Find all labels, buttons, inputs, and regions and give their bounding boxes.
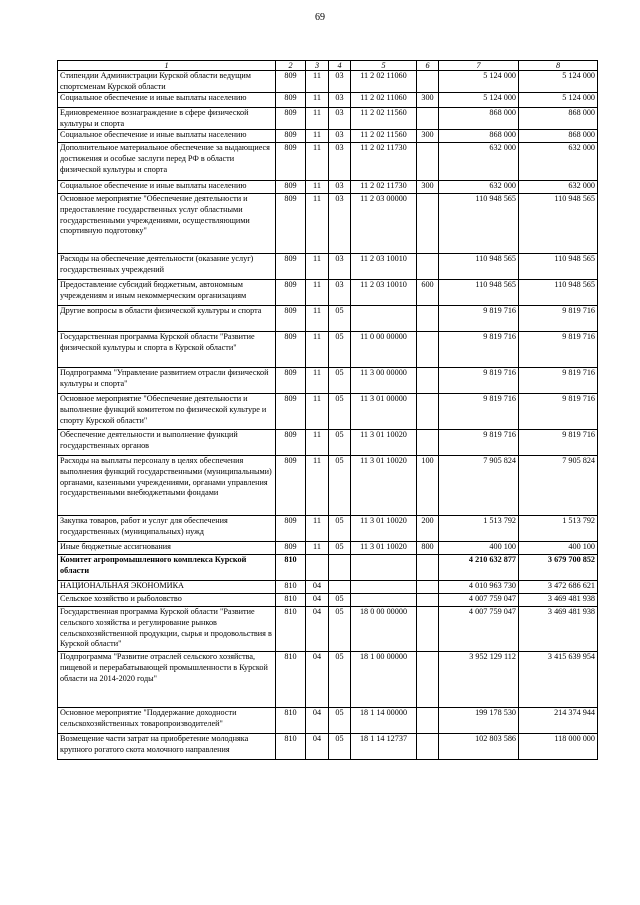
row-gr-cell: 809 — [276, 516, 306, 542]
row-name-cell: Закупка товаров, работ и услуг для обеспечения государственных (муниципальных) нужд — [58, 516, 276, 542]
row-amount-cell: 9 819 716 — [519, 394, 598, 430]
row-name-cell: Государственная программа Курской области "Развитие сельского хозяйства и регулирование рынков сельскохозяйственной продукции, сырья и продовольствия в Курской области" — [58, 607, 276, 652]
row-gr-cell: 809 — [276, 332, 306, 368]
row-vr-cell: 300 — [417, 93, 439, 108]
row-name-cell: Основное мероприятие "Обеспечение деятельности и выполнение функций комитетом по физической культуре и спорту Курской области" — [58, 394, 276, 430]
column-number: 4 — [329, 61, 351, 71]
row-amount-cell: 110 948 565 — [519, 254, 598, 280]
row-rz-cell: 04 — [306, 594, 329, 607]
row-name-cell: Обеспечение деятельности и выполнение функций государственных органов — [58, 430, 276, 456]
row-pr-cell — [329, 581, 351, 594]
row-csr-cell: 18 1 14 12737 — [351, 734, 417, 760]
table-row — [58, 607, 598, 652]
table-row — [58, 181, 598, 194]
column-number: 1 — [58, 61, 276, 71]
row-name-cell: Комитет агропромышленного комплекса Курской области — [58, 555, 276, 581]
row-amount-cell: 868 000 — [439, 108, 519, 130]
row-pr-cell: 03 — [329, 71, 351, 93]
row-amount-cell: 9 819 716 — [439, 394, 519, 430]
row-pr-cell: 03 — [329, 280, 351, 306]
row-amount-cell: 9 819 716 — [519, 306, 598, 332]
row-pr-cell: 05 — [329, 652, 351, 708]
row-name-cell: Подпрограмма "Управление развитием отрасли физической культуры и спорта" — [58, 368, 276, 394]
row-rz-cell: 11 — [306, 430, 329, 456]
row-amount-cell: 1 513 792 — [519, 516, 598, 542]
row-pr-cell: 03 — [329, 254, 351, 280]
row-rz-cell: 11 — [306, 394, 329, 430]
row-name-cell: Социальное обеспечение и иные выплаты населению — [58, 181, 276, 194]
row-amount-cell: 110 948 565 — [519, 280, 598, 306]
row-amount-cell: 4 210 632 877 — [439, 555, 519, 581]
row-amount-cell: 5 124 000 — [439, 71, 519, 93]
row-amount-cell: 110 948 565 — [519, 194, 598, 254]
budget-table — [57, 60, 598, 760]
row-rz-cell: 04 — [306, 607, 329, 652]
table-row — [58, 368, 598, 394]
row-rz-cell: 04 — [306, 581, 329, 594]
row-amount-cell: 400 100 — [519, 542, 598, 555]
page-number: 69 — [315, 12, 325, 23]
row-rz-cell: 11 — [306, 280, 329, 306]
row-csr-cell: 11 0 00 00000 — [351, 332, 417, 368]
row-vr-cell: 300 — [417, 181, 439, 194]
row-name-cell: Государственная программа Курской области "Развитие физической культуры и спорта в Курской области" — [58, 332, 276, 368]
row-name-cell: Расходы на обеспечение деятельности (оказание услуг) государственных учреждений — [58, 254, 276, 280]
table-row — [58, 652, 598, 708]
row-csr-cell: 11 2 03 10010 — [351, 254, 417, 280]
row-rz-cell: 11 — [306, 368, 329, 394]
column-number: 3 — [306, 61, 329, 71]
row-amount-cell: 5 124 000 — [439, 93, 519, 108]
row-vr-cell — [417, 581, 439, 594]
row-vr-cell — [417, 108, 439, 130]
row-amount-cell: 9 819 716 — [439, 430, 519, 456]
row-amount-cell: 9 819 716 — [439, 368, 519, 394]
row-vr-cell: 200 — [417, 516, 439, 542]
row-vr-cell — [417, 394, 439, 430]
row-pr-cell: 05 — [329, 332, 351, 368]
row-name-cell: Предоставление субсидий бюджетным, автономным учреждениям и иным некоммерческим организациям — [58, 280, 276, 306]
row-vr-cell — [417, 254, 439, 280]
row-csr-cell — [351, 594, 417, 607]
row-rz-cell: 11 — [306, 542, 329, 555]
row-pr-cell: 03 — [329, 143, 351, 181]
row-gr-cell: 809 — [276, 93, 306, 108]
table-row — [58, 430, 598, 456]
row-amount-cell: 9 819 716 — [519, 368, 598, 394]
table-row — [58, 516, 598, 542]
row-gr-cell: 810 — [276, 708, 306, 734]
row-pr-cell: 05 — [329, 394, 351, 430]
row-rz-cell — [306, 555, 329, 581]
row-name-cell: Основное мероприятие "Поддержание доходности сельскохозяйственных товаропроизводителей" — [58, 708, 276, 734]
row-pr-cell: 05 — [329, 734, 351, 760]
row-name-cell: Единовременное вознаграждение в сфере физической культуры и спорта — [58, 108, 276, 130]
row-amount-cell: 632 000 — [519, 181, 598, 194]
row-amount-cell: 118 000 000 — [519, 734, 598, 760]
row-name-cell: Стипендии Администрации Курской области ведущим спортсменам Курской области — [58, 71, 276, 93]
row-vr-cell — [417, 430, 439, 456]
row-amount-cell: 4 007 759 047 — [439, 607, 519, 652]
row-csr-cell — [351, 306, 417, 332]
row-csr-cell: 11 2 02 11560 — [351, 108, 417, 130]
row-vr-cell — [417, 194, 439, 254]
table-row — [58, 130, 598, 143]
row-gr-cell: 809 — [276, 108, 306, 130]
row-amount-cell: 3 469 481 938 — [519, 594, 598, 607]
row-vr-cell: 300 — [417, 130, 439, 143]
row-csr-cell: 18 1 00 00000 — [351, 652, 417, 708]
row-gr-cell: 809 — [276, 306, 306, 332]
row-amount-cell: 9 819 716 — [519, 332, 598, 368]
table-row — [58, 71, 598, 93]
row-amount-cell: 199 178 530 — [439, 708, 519, 734]
row-gr-cell: 809 — [276, 194, 306, 254]
column-number: 7 — [439, 61, 519, 71]
row-amount-cell: 632 000 — [439, 143, 519, 181]
row-pr-cell: 05 — [329, 607, 351, 652]
row-name-cell: Дополнительное материальное обеспечение за выдающиеся достижения и особые заслуги перед РФ в области физической культуры и спорта — [58, 143, 276, 181]
row-amount-cell: 110 948 565 — [439, 194, 519, 254]
row-name-cell: Подпрограмма "Развитие отраслей сельского хозяйства, пищевой и перерабатывающей промышленности в Курской области на 2014-2020 годы" — [58, 652, 276, 708]
row-csr-cell: 11 2 02 11730 — [351, 143, 417, 181]
row-amount-cell: 632 000 — [439, 181, 519, 194]
row-name-cell: Другие вопросы в области физической культуры и спорта — [58, 306, 276, 332]
row-amount-cell: 9 819 716 — [519, 430, 598, 456]
row-gr-cell: 809 — [276, 280, 306, 306]
column-number: 5 — [351, 61, 417, 71]
row-amount-cell: 3 472 686 621 — [519, 581, 598, 594]
row-csr-cell: 11 3 00 00000 — [351, 368, 417, 394]
row-name-cell: Расходы на выплаты персоналу в целях обеспечения выполнения функций государственными (муниципальными) органами, казенными учреждениями, органами управления государственными внебюджетными фондами — [58, 456, 276, 516]
row-gr-cell: 810 — [276, 594, 306, 607]
row-pr-cell: 03 — [329, 108, 351, 130]
row-rz-cell: 04 — [306, 708, 329, 734]
row-gr-cell: 809 — [276, 71, 306, 93]
row-pr-cell: 05 — [329, 594, 351, 607]
table-row — [58, 306, 598, 332]
row-csr-cell: 11 2 03 00000 — [351, 194, 417, 254]
column-number: 6 — [417, 61, 439, 71]
row-amount-cell: 110 948 565 — [439, 280, 519, 306]
row-gr-cell: 809 — [276, 542, 306, 555]
row-rz-cell: 11 — [306, 93, 329, 108]
table-row — [58, 708, 598, 734]
row-name-cell: Социальное обеспечение и иные выплаты населению — [58, 130, 276, 143]
row-vr-cell — [417, 368, 439, 394]
row-name-cell: Иные бюджетные ассигнования — [58, 542, 276, 555]
table-row — [58, 555, 598, 581]
row-csr-cell: 11 2 02 11730 — [351, 181, 417, 194]
row-rz-cell: 11 — [306, 194, 329, 254]
table-row — [58, 194, 598, 254]
row-gr-cell: 809 — [276, 456, 306, 516]
table-row — [58, 542, 598, 555]
row-vr-cell — [417, 71, 439, 93]
row-amount-cell: 5 124 000 — [519, 93, 598, 108]
row-gr-cell: 809 — [276, 394, 306, 430]
row-amount-cell: 632 000 — [519, 143, 598, 181]
row-name-cell: Возмещение части затрат на приобретение молодняка крупного рогатого скота молочного направления — [58, 734, 276, 760]
row-csr-cell: 11 3 01 10020 — [351, 456, 417, 516]
row-gr-cell: 809 — [276, 181, 306, 194]
row-pr-cell: 05 — [329, 542, 351, 555]
row-amount-cell: 868 000 — [519, 130, 598, 143]
row-csr-cell: 18 1 14 00000 — [351, 708, 417, 734]
row-amount-cell: 9 819 716 — [439, 306, 519, 332]
row-pr-cell: 05 — [329, 708, 351, 734]
row-pr-cell: 05 — [329, 430, 351, 456]
row-gr-cell: 809 — [276, 143, 306, 181]
row-csr-cell: 11 3 01 10020 — [351, 516, 417, 542]
table-row — [58, 581, 598, 594]
row-pr-cell: 03 — [329, 194, 351, 254]
row-rz-cell: 11 — [306, 306, 329, 332]
row-gr-cell: 809 — [276, 368, 306, 394]
table-row — [58, 143, 598, 181]
row-csr-cell: 11 2 02 11060 — [351, 71, 417, 93]
row-vr-cell — [417, 607, 439, 652]
row-pr-cell — [329, 555, 351, 581]
row-gr-cell: 809 — [276, 254, 306, 280]
row-rz-cell: 11 — [306, 71, 329, 93]
row-amount-cell: 5 124 000 — [519, 71, 598, 93]
table-row — [58, 456, 598, 516]
row-rz-cell: 11 — [306, 254, 329, 280]
row-pr-cell: 03 — [329, 130, 351, 143]
table-row — [58, 594, 598, 607]
row-rz-cell: 11 — [306, 130, 329, 143]
row-csr-cell — [351, 555, 417, 581]
row-rz-cell: 11 — [306, 108, 329, 130]
row-gr-cell: 810 — [276, 581, 306, 594]
row-pr-cell: 03 — [329, 181, 351, 194]
row-name-cell: Социальное обеспечение и иные выплаты населению — [58, 93, 276, 108]
row-csr-cell: 11 3 01 00000 — [351, 394, 417, 430]
row-rz-cell: 11 — [306, 143, 329, 181]
row-rz-cell: 04 — [306, 652, 329, 708]
row-rz-cell: 11 — [306, 456, 329, 516]
row-vr-cell — [417, 594, 439, 607]
row-name-cell: НАЦИОНАЛЬНАЯ ЭКОНОМИКА — [58, 581, 276, 594]
column-number: 2 — [276, 61, 306, 71]
table-row — [58, 394, 598, 430]
row-vr-cell — [417, 652, 439, 708]
row-pr-cell: 05 — [329, 368, 351, 394]
row-gr-cell: 810 — [276, 607, 306, 652]
row-vr-cell — [417, 306, 439, 332]
row-rz-cell: 04 — [306, 734, 329, 760]
row-pr-cell: 05 — [329, 306, 351, 332]
row-rz-cell: 11 — [306, 181, 329, 194]
row-amount-cell: 3 952 129 112 — [439, 652, 519, 708]
row-csr-cell: 11 3 01 10020 — [351, 542, 417, 555]
row-vr-cell: 800 — [417, 542, 439, 555]
row-csr-cell: 11 3 01 10020 — [351, 430, 417, 456]
row-pr-cell: 03 — [329, 93, 351, 108]
row-name-cell: Сельское хозяйство и рыболовство — [58, 594, 276, 607]
row-vr-cell — [417, 332, 439, 368]
row-vr-cell — [417, 143, 439, 181]
row-amount-cell: 4 007 759 047 — [439, 594, 519, 607]
row-csr-cell — [351, 581, 417, 594]
row-vr-cell: 100 — [417, 456, 439, 516]
column-number-row — [58, 61, 598, 71]
table-row — [58, 332, 598, 368]
row-name-cell: Основное мероприятие "Обеспечение деятельности и предоставление государственных услуг областными государственными учреждениями, осуществляющими спортивную подготовку" — [58, 194, 276, 254]
row-amount-cell: 3 415 639 954 — [519, 652, 598, 708]
table-row — [58, 108, 598, 130]
table-row — [58, 254, 598, 280]
row-csr-cell: 11 2 02 11560 — [351, 130, 417, 143]
column-number: 8 — [519, 61, 598, 71]
row-amount-cell: 400 100 — [439, 542, 519, 555]
row-pr-cell: 05 — [329, 516, 351, 542]
row-amount-cell: 7 905 824 — [439, 456, 519, 516]
row-vr-cell — [417, 708, 439, 734]
row-rz-cell: 11 — [306, 516, 329, 542]
row-amount-cell: 3 469 481 938 — [519, 607, 598, 652]
row-gr-cell: 809 — [276, 430, 306, 456]
row-csr-cell: 18 0 00 00000 — [351, 607, 417, 652]
row-pr-cell: 05 — [329, 456, 351, 516]
row-gr-cell: 810 — [276, 652, 306, 708]
row-gr-cell: 809 — [276, 130, 306, 143]
row-gr-cell: 810 — [276, 734, 306, 760]
row-amount-cell: 102 803 586 — [439, 734, 519, 760]
row-amount-cell: 214 374 944 — [519, 708, 598, 734]
row-amount-cell: 4 010 963 730 — [439, 581, 519, 594]
table-row — [58, 280, 598, 306]
table-row — [58, 93, 598, 108]
row-gr-cell: 810 — [276, 555, 306, 581]
row-csr-cell: 11 2 03 10010 — [351, 280, 417, 306]
row-amount-cell: 110 948 565 — [439, 254, 519, 280]
row-amount-cell: 7 905 824 — [519, 456, 598, 516]
row-vr-cell — [417, 555, 439, 581]
row-rz-cell: 11 — [306, 332, 329, 368]
row-amount-cell: 9 819 716 — [439, 332, 519, 368]
row-vr-cell — [417, 734, 439, 760]
row-amount-cell: 868 000 — [439, 130, 519, 143]
row-vr-cell: 600 — [417, 280, 439, 306]
row-amount-cell: 1 513 792 — [439, 516, 519, 542]
table-row — [58, 734, 598, 760]
row-amount-cell: 3 679 700 852 — [519, 555, 598, 581]
row-csr-cell: 11 2 02 11060 — [351, 93, 417, 108]
row-amount-cell: 868 000 — [519, 108, 598, 130]
